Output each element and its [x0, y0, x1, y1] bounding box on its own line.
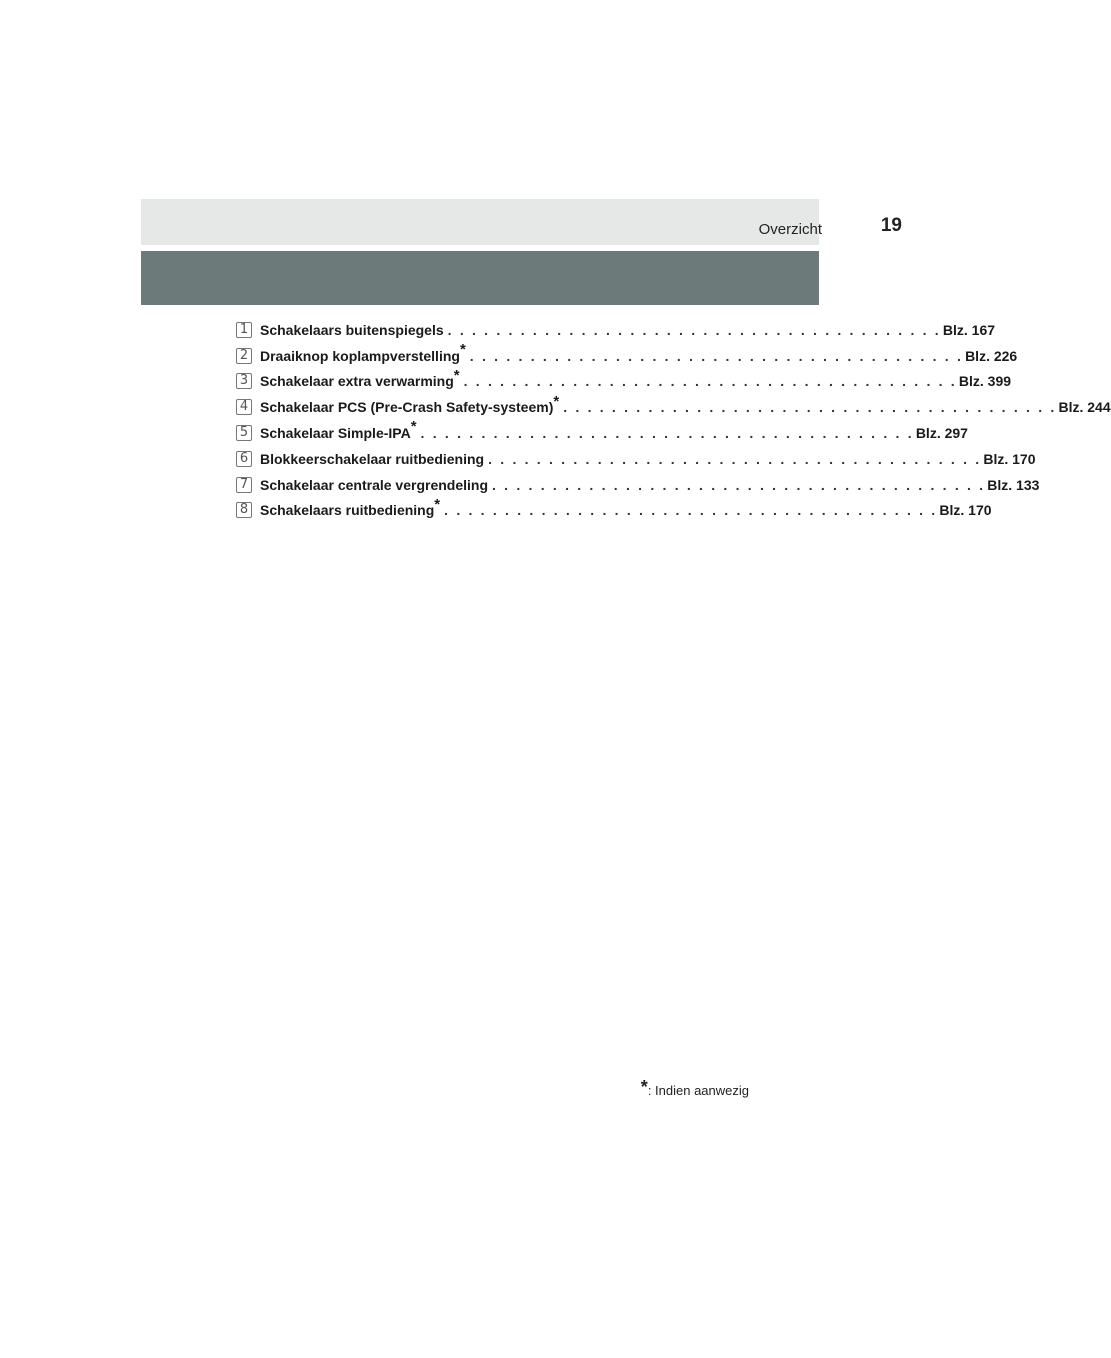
toc-item[interactable]	[236, 418, 968, 446]
asterisk-mark: *	[453, 366, 460, 384]
toc-page-ref: Blz. 167	[942, 321, 996, 338]
dot-leader: . . . . . . . . . . . . . . . . . . . . . . . . . . . . . . . . . . . . . . . . .	[463, 373, 957, 390]
dot-leader: . . . . . . . . . . . . . . . . . . . . . . . . . . . . . . . . . . . . . . . . .	[444, 502, 938, 519]
toc-item[interactable]	[236, 341, 1018, 369]
toc-page-ref: Blz. 244	[1058, 399, 1111, 416]
toc-item-label: Blokkeerschakelaar ruitbediening	[260, 450, 485, 467]
toc-page-ref: Blz. 399	[958, 373, 1012, 390]
item-number-badge: 8	[236, 502, 252, 518]
item-number-badge: 2	[236, 348, 252, 364]
dot-leader: . . . . . . . . . . . . . . . . . . . . . . . . . . . . . . . . . . . . . . . . .	[563, 399, 1057, 416]
toc-item-label: Schakelaar centrale vergrendeling	[260, 476, 488, 493]
toc-page-ref: Blz. 226	[965, 347, 1018, 364]
asterisk-mark: *	[434, 495, 441, 513]
toc-item[interactable]	[236, 446, 1036, 472]
item-number-badge: 5	[236, 425, 252, 441]
toc-item[interactable]	[236, 392, 1111, 420]
item-number-badge: 6	[236, 451, 252, 467]
item-number-badge: 3	[236, 373, 252, 389]
asterisk-mark: *	[553, 392, 560, 410]
toc-item-label: Schakelaar extra verwarming*	[260, 366, 460, 390]
footnote-text: : Indien aanwezig	[647, 1083, 749, 1098]
footnote-asterisk: *	[640, 1077, 648, 1097]
dot-leader: . . . . . . . . . . . . . . . . . . . . . . . . . . . . . . . . . . . . . . . . .	[492, 476, 986, 493]
toc-item-label: Schakelaars buitenspiegels	[260, 321, 444, 338]
toc-page-ref: Blz. 297	[915, 425, 968, 442]
toc-item-label: Schakelaars ruitbediening*	[260, 495, 441, 519]
dot-leader: . . . . . . . . . . . . . . . . . . . . . . . . . . . . . . . . . . . . . . . . .	[469, 347, 964, 364]
section-title: Overzicht	[758, 221, 822, 238]
toc-item[interactable]	[236, 472, 1040, 498]
header-band-dark	[141, 251, 819, 305]
item-number-badge: 4	[236, 399, 252, 415]
item-number-badge: 7	[236, 477, 252, 493]
header-band-light	[141, 199, 819, 245]
dot-leader: . . . . . . . . . . . . . . . . . . . . . . . . . . . . . . . . . . . . . . . . .	[488, 450, 982, 467]
toc-item-label: Schakelaar Simple-IPA*	[260, 418, 417, 442]
dot-leader: . . . . . . . . . . . . . . . . . . . . . . . . . . . . . . . . . . . . . . . . .	[420, 425, 914, 442]
toc-list	[236, 317, 1111, 523]
asterisk-mark: *	[410, 418, 417, 436]
item-number-badge: 1	[236, 322, 252, 338]
toc-page-ref: Blz. 170	[983, 450, 1036, 467]
toc-page-ref: Blz. 133	[987, 476, 1040, 493]
toc-page-ref: Blz. 170	[939, 502, 992, 519]
toc-item-label: Draaiknop koplampverstelling*	[260, 341, 466, 364]
toc-item[interactable]	[236, 495, 992, 524]
page-number: 19	[880, 215, 902, 236]
dot-leader: . . . . . . . . . . . . . . . . . . . . . . . . . . . . . . . . . . . . . . . . .	[447, 321, 941, 338]
toc-item-label: Schakelaar PCS (Pre-Crash Safety-systeem)*	[260, 392, 560, 416]
asterisk-mark: *	[459, 341, 466, 359]
footnote	[641, 1079, 749, 1100]
toc-item[interactable]	[236, 366, 1012, 395]
toc-item[interactable]	[236, 317, 996, 343]
